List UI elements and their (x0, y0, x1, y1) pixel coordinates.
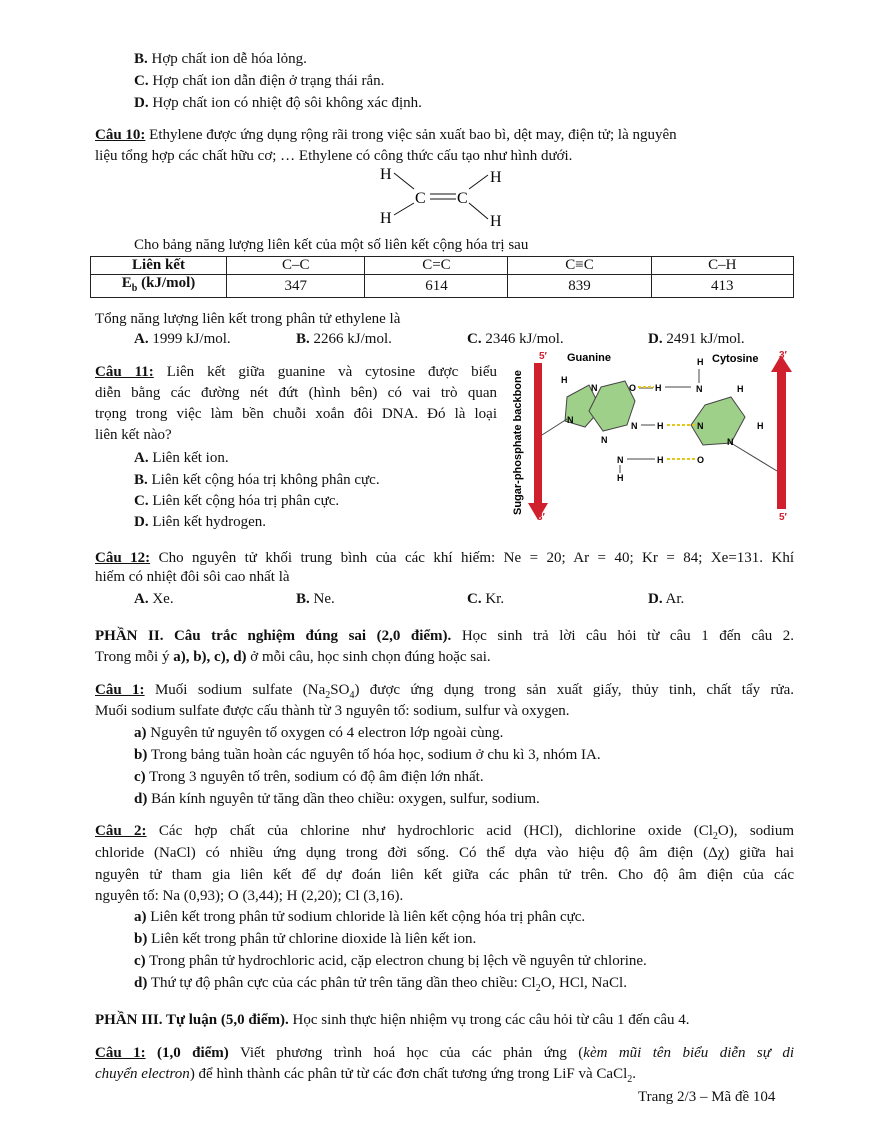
table-cell: C=C (365, 257, 508, 275)
p2q1-line2: Muối sodium sulfate được cấu thành từ 3 nguyên tố: sodium, sulfur và oxygen. (95, 703, 570, 719)
q12-option-a: A. Xe. (134, 591, 174, 607)
atom-h-4: H (490, 213, 502, 230)
atom-n-label: N (631, 421, 638, 431)
p2q1-line1: Câu 1: Muối sodium sulfate $(Na_2SO_4)$ được ứng dụng trong sản xuất giấy, thủy tinh, chất tẩy rửa. (95, 682, 795, 701)
p2q1-item-c: c) Trong 3 nguyên tố trên, sodium có độ âm điện lớn nhất. (134, 769, 484, 785)
atom-h-2: H (490, 169, 502, 186)
q12-option-b: B. Ne. (296, 591, 335, 607)
p3q1-title: Câu 1: (95, 1045, 146, 1061)
p2q2-item-c: c) Trong phân tử hydrochloric acid, cặp electron chung bị lệch về nguyên tử chlorine. (134, 953, 647, 969)
q9-option-b: B. Hợp chất ion dễ hóa lỏng. (134, 51, 307, 67)
table-header-label: Liên kết (91, 257, 227, 275)
table-cell: C–C (227, 257, 365, 275)
page-footer: Trang 2/3 – Mã đề 104 (638, 1089, 776, 1105)
bond-energy-table (90, 256, 794, 298)
right-strand (777, 367, 786, 509)
atom-n-label: N (617, 455, 624, 465)
atom-n-label: N (696, 384, 703, 394)
q11-line4: liên kết nào? (95, 427, 172, 443)
q11-line1: Câu 11: Liên kết giữa guanine và cytosine được biểu (95, 364, 498, 380)
p2q2-line4: nguyên tố: Na (0,93); O (3,44); H (2,20); Cl (3,16). (95, 888, 404, 904)
guanine-backbone-link (542, 419, 567, 435)
p2q1-item-b: b) Trong bảng tuần hoàn các nguyên tố hóa học, sodium ở chu kì 3, nhóm IA. (134, 747, 601, 763)
atom-h-label: H (617, 473, 624, 483)
p2q2-title: Câu 2: (95, 823, 147, 839)
q10-option-c: C. 2346 kJ/mol. (467, 331, 564, 347)
q12-line2: hiếm có nhiệt đôi sôi cao nhất là (95, 569, 290, 585)
bond-ch-4 (469, 203, 488, 219)
atom-n-label: N (567, 415, 574, 425)
atom-n-label: N (727, 437, 734, 447)
atom-h-label: H (697, 357, 704, 367)
atom-h-label: H (657, 455, 664, 465)
q11-option-c: C. Liên kết cộng hóa trị phân cực. (134, 493, 340, 509)
q12-title: Câu 12: (95, 550, 151, 566)
q10-line2: liệu tổng hợp các chất hữu cơ; … Ethylene có công thức cấu tạo như hình dưới. (95, 148, 573, 164)
q12-line1: Câu 12: Cho nguyên tử khối trung bình của các khí hiếm: Ne = 20; Ar = 40; Kr = 84; Xe=131. Khí (95, 550, 794, 566)
q12-option-d: D. Ar. (648, 591, 685, 607)
q10-title: Câu 10: (95, 127, 146, 143)
part2-heading-line: PHẦN II. Câu trắc nghiệm đúng sai (2,0 điểm). Học sinh trả lời câu hỏi từ câu 1 đến câu 2. (95, 628, 794, 644)
atom-h-label: H (655, 383, 662, 393)
q10-option-b: B. 2266 kJ/mol. (296, 331, 392, 347)
bond-ch-2 (469, 175, 488, 189)
atom-h-label: H (561, 375, 568, 385)
p2q2-line1: Câu 2: Các hợp chất của chlorine như hydrochloric acid (HCl), dichlorine oxide $(Cl_2O)$, sodium (95, 823, 795, 842)
p3q1-line2: chuyển electron) để hình thành các phân tử từ các đơn chất tương ứng trong LiF và CaCl$_2$. (95, 1066, 637, 1085)
guanine-cytosine-figure (505, 345, 795, 525)
table-cell: 347 (227, 275, 365, 298)
p2q2-line2: chloride (NaCl) có nhiều ứng dụng trong đời sống. Có thể dựa vào hiệu độ âm điện (Δχ) giữa hai (95, 845, 794, 861)
p3q1-line1: Câu 1: (1,0 điểm) Viết phương trình hoá học của các phản ứng (kèm mũi tên biểu diễn sự di (95, 1045, 795, 1061)
part3-heading: PHẦN III. Tự luận (5,0 điểm). (95, 1012, 289, 1028)
p2q1-item-a: a) Nguyên tử nguyên tố oxygen có 4 electron lớp ngoài cùng. (134, 725, 504, 741)
q11-option-a: A. Liên kết ion. (134, 450, 229, 466)
table-header-row (91, 257, 794, 275)
atom-h-label: H (757, 421, 764, 431)
q11-option-d: D. Liên kết hydrogen. (134, 514, 267, 530)
bond-ch-1 (394, 173, 414, 189)
part3-heading-line: PHẦN III. Tự luận (5,0 điểm). Học sinh thực hiện nhiệm vụ trong các câu hỏi từ câu 1 đến câu 4. (95, 1012, 690, 1028)
left-strand (534, 363, 542, 508)
atom-c-1: C (415, 190, 426, 207)
p2q2-line3: nguyên tử tham gia liên kết để dự đoán liên kết giữa các phân tử trên. Cho độ âm điện của các (95, 867, 794, 883)
guanine-label: Guanine (567, 352, 612, 364)
atom-h-label: H (737, 384, 744, 394)
table-cell: C≡C (508, 257, 651, 275)
q10-table-intro: Cho bảng năng lượng liên kết của một số liên kết cộng hóa trị sau (134, 237, 529, 253)
p2q2-item-a: a) Liên kết trong phân tử sodium chloride là liên kết cộng hóa trị phân cực. (134, 909, 586, 925)
left-three-prime: 3′ (537, 512, 545, 523)
q12-option-c: C. Kr. (467, 591, 505, 607)
right-five-prime: 5′ (779, 512, 787, 523)
q10-question: Tổng năng lượng liên kết trong phân tử ethylene là (95, 311, 401, 327)
part2-heading: PHẦN II. Câu trắc nghiệm đúng sai (2,0 điểm). (95, 628, 452, 644)
table-row (91, 275, 794, 298)
p2q1-item-d: d) Bán kính nguyên tử tăng dần theo chiều: oxygen, sulfur, sodium. (134, 791, 540, 807)
table-cell: C–H (651, 257, 793, 275)
q10-option-d: D. 2491 kJ/mol. (648, 331, 745, 347)
q11-line3: trọng trong việc làm bền chuỗi xoắn đôi DNA. Đó là loại (95, 406, 497, 422)
table-cell: 413 (651, 275, 793, 298)
atom-o-label: O (697, 455, 705, 465)
bond-ch-3 (394, 203, 414, 215)
atom-n-label: N (601, 435, 608, 445)
right-three-prime: 3′ (779, 350, 787, 361)
table-cell: 839 (508, 275, 651, 298)
cytosine-backbone-link (731, 443, 777, 471)
q11-title: Câu 11: (95, 364, 154, 380)
q9-option-d: D. Hợp chất ion có nhiệt độ sôi không xác định. (134, 95, 422, 111)
atom-h-1: H (380, 166, 392, 183)
q10-option-a: A. 1999 kJ/mol. (134, 331, 231, 347)
q10-line1: Câu 10: Ethylene được ứng dụng rộng rãi trong việc sản xuất bao bì, dệt may, điện tử; là nguyên (95, 127, 677, 143)
ethylene-structure (370, 163, 520, 233)
cytosine-label: Cytosine (712, 353, 759, 365)
q9-option-c: C. Hợp chất ion dẫn điện ở trạng thái rắn. (134, 73, 385, 89)
table-row-label: $E_b$ (kJ/mol) (91, 275, 227, 298)
atom-n-label: N (697, 421, 704, 431)
atom-h-3: H (380, 210, 392, 227)
backbone-label: Sugar-phosphate backbone (512, 370, 524, 515)
left-five-prime: 5′ (539, 351, 547, 362)
p2q2-item-d: d) Thứ tự độ phân cực của các phân tử trên tăng dần theo chiều: $Cl_2O$, HCl, NaCl. (134, 975, 627, 994)
q11-line2: diễn bằng các đường nét đứt (hình bên) có vai trò quan (95, 385, 497, 401)
p2q1-title: Câu 1: (95, 682, 145, 698)
atom-h-label: H (657, 421, 664, 431)
p3q1-points: (1,0 điểm) (156, 1045, 229, 1061)
p2q2-item-b: b) Liên kết trong phân tử chlorine dioxide là liên kết ion. (134, 931, 477, 947)
atom-c-2: C (457, 190, 468, 207)
part2-line2: Trong mỗi ý a), b), c), d) ở mỗi câu, học sinh chọn đúng hoặc sai. (95, 649, 491, 665)
table-cell: 614 (365, 275, 508, 298)
q11-option-b: B. Liên kết cộng hóa trị không phân cực. (134, 472, 380, 488)
atom-n-label: N (591, 383, 598, 393)
atom-o-label: O (629, 383, 637, 393)
